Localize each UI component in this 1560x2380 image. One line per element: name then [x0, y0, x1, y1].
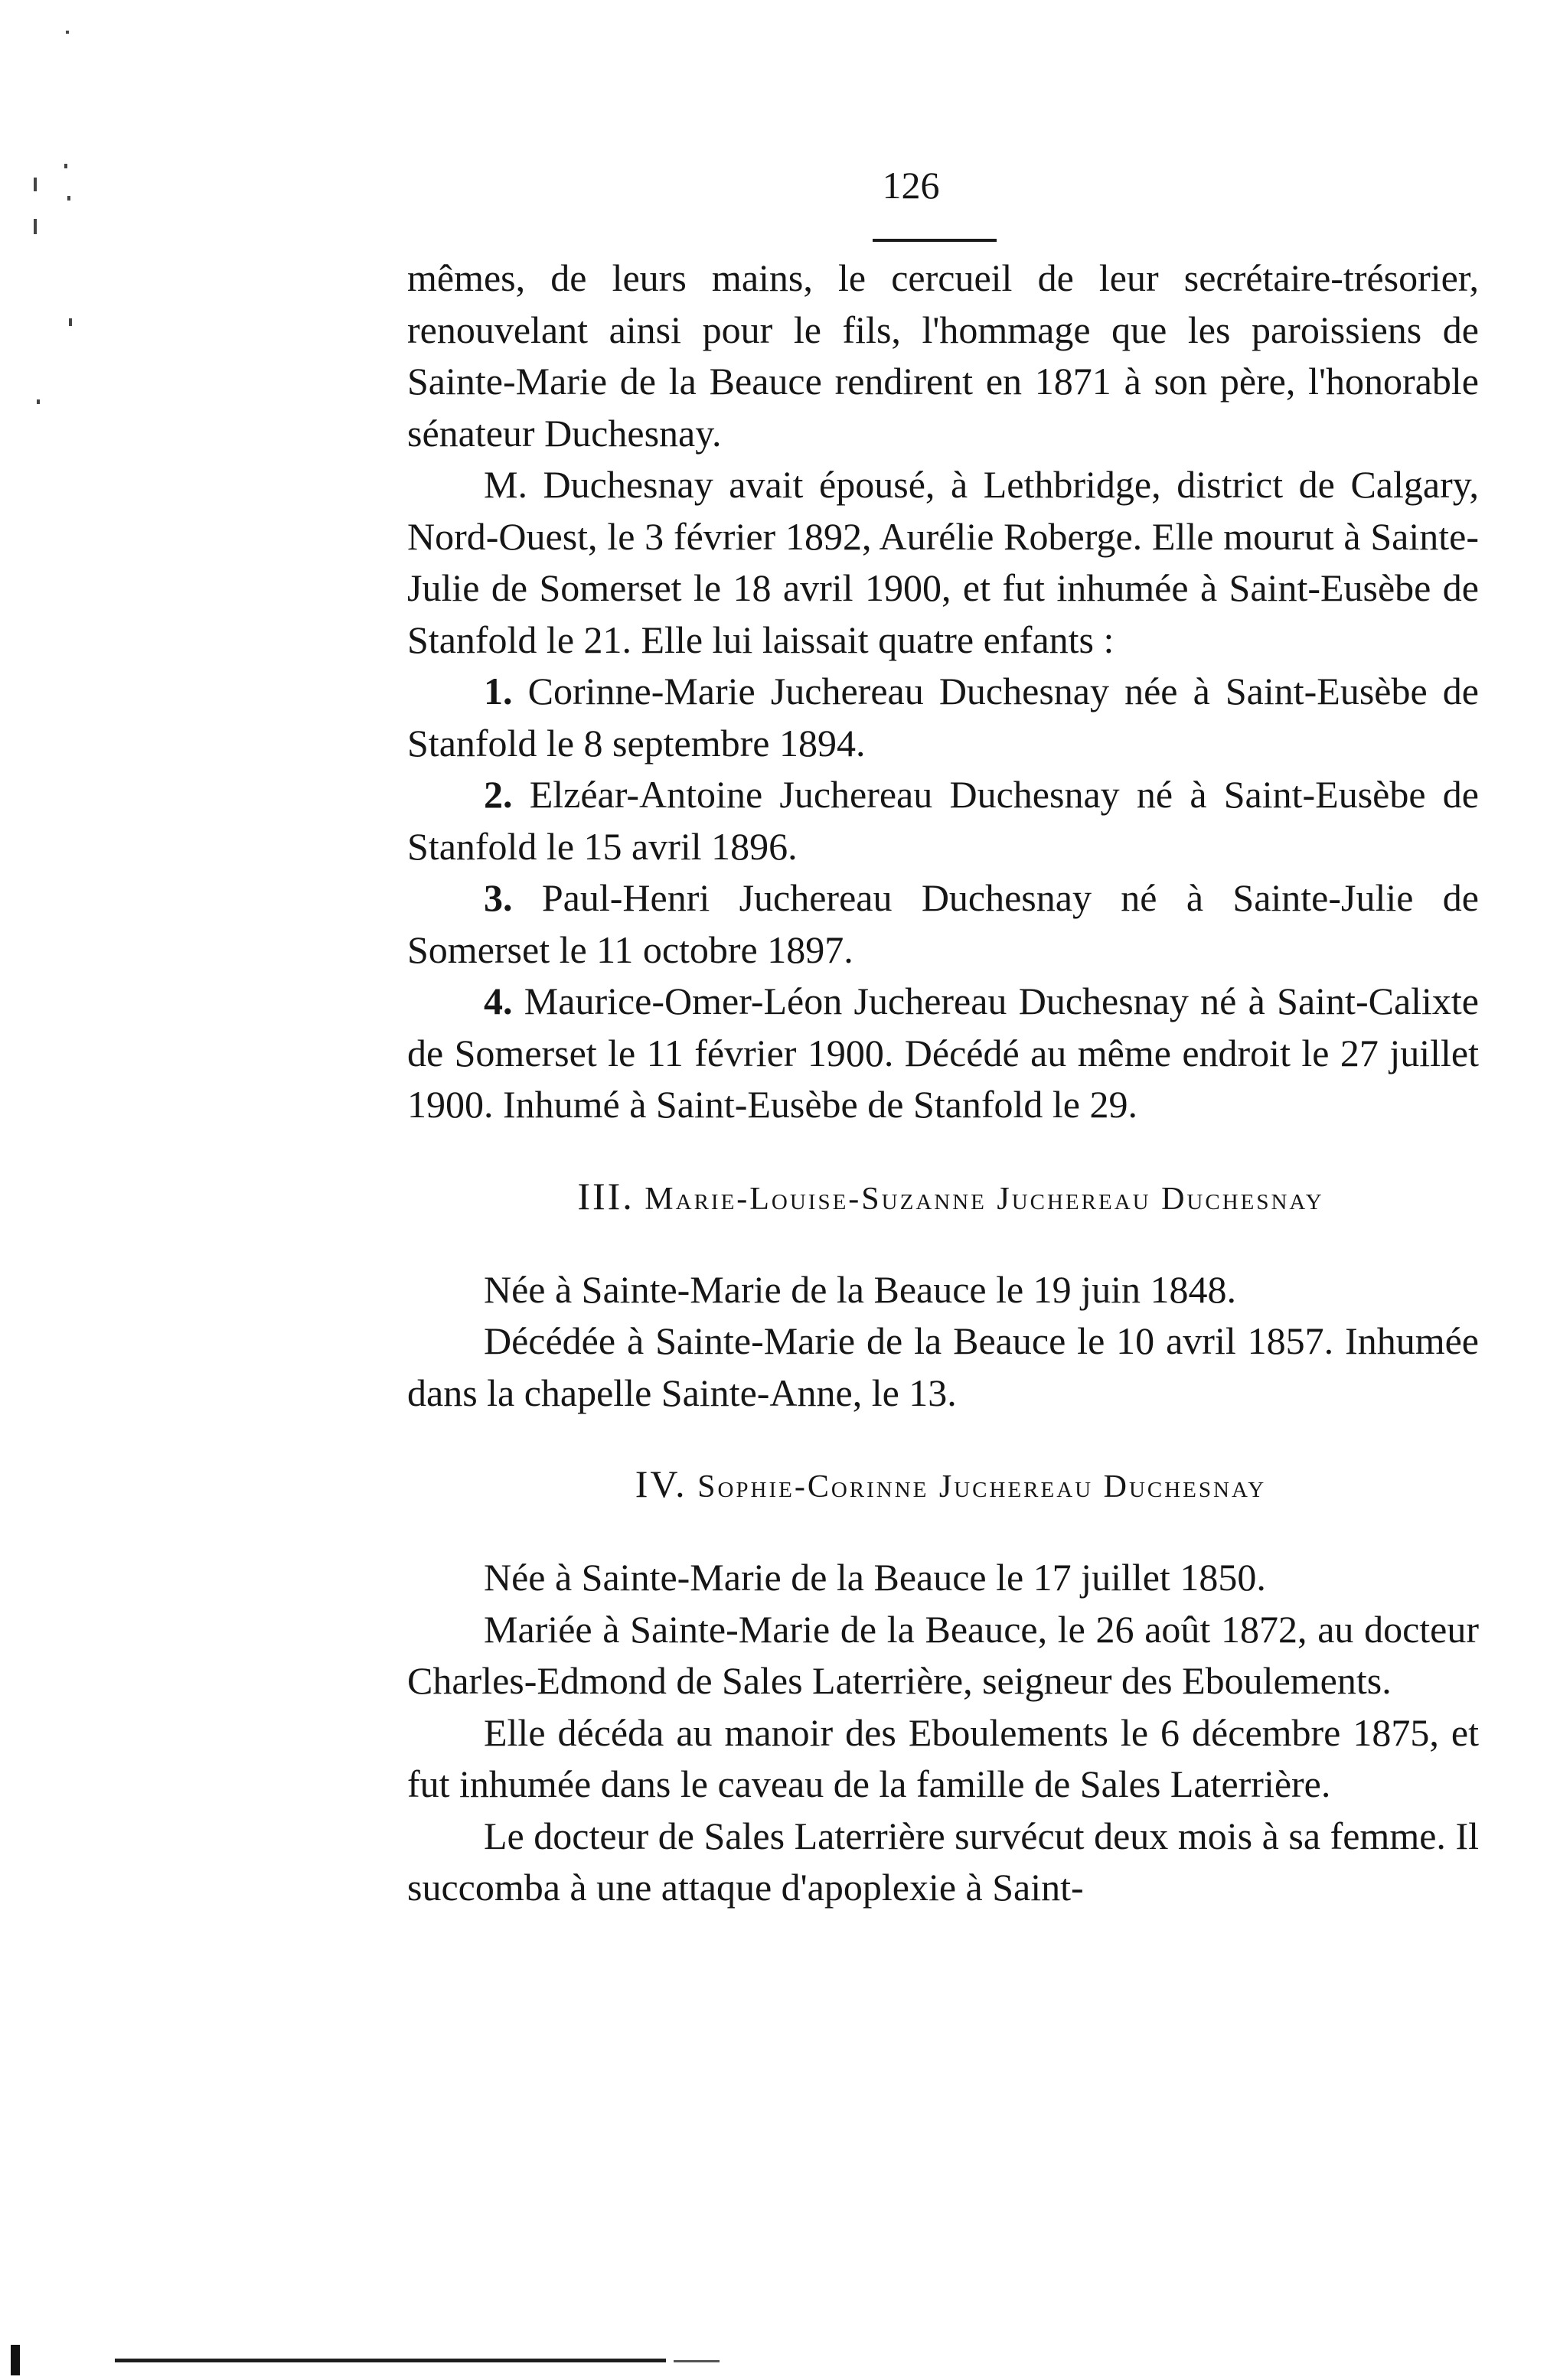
section3-line-1: Née à Sainte-Marie de la Beauce le 19 juin 1848.	[484, 1267, 1236, 1311]
scan-speck	[64, 164, 67, 168]
scan-speck	[34, 178, 37, 191]
footer-rule-segment	[674, 2360, 720, 2362]
paragraph-continuation: mêmes, de leurs mains, le cercueil de leur secrétaire-trésorier, renouvelant ainsi pour le fils, l'hommage que les paroissiens de Sainte-Marie de la Beauce rendirent en 1871 à son père, l'honorable sénateur Duchesnay.	[407, 256, 1479, 455]
section-roman: III.	[577, 1174, 635, 1218]
section4-line-3: Elle décéda au manoir des Eboulements le 6 décembre 1875, et fut inhumée dans le caveau de la famille de Sales Laterrière.	[407, 1710, 1479, 1805]
section-roman: IV.	[635, 1462, 687, 1505]
scan-speck	[34, 219, 37, 234]
child-text: Paul-Henri Juchereau Duchesnay né à Sainte-Julie de Somerset le 11 octobre 1897.	[407, 876, 1479, 971]
child-entry-2	[407, 769, 1479, 872]
child-text: Elzéar-Antoine Juchereau Duchesnay né à Saint-Eusèbe de Stanfold le 15 avril 1896.	[407, 773, 1479, 868]
page-number: 126	[882, 164, 940, 207]
page-body	[407, 253, 1479, 1914]
section-name: Marie-Louise-Suzanne Juchereau Duchesnay	[645, 1181, 1324, 1217]
child-entry-3	[407, 872, 1479, 976]
child-number: 2.	[484, 773, 513, 816]
child-text: Corinne-Marie Juchereau Duchesnay née à Saint-Eusèbe de Stanfold le 8 septembre 1894.	[407, 670, 1479, 765]
child-number: 1.	[484, 670, 513, 712]
section3-line-2: Décédée à Sainte-Marie de la Beauce le 10 avril 1857. Inhumée dans la chapelle Sainte-Anne, le 13.	[407, 1319, 1479, 1414]
scan-speck	[66, 31, 69, 34]
child-text: Maurice-Omer-Léon Juchereau Duchesnay né à Saint-Calixte de Somerset le 11 février 1900. Décédé au même endroit le 27 juillet 1900. Inhumé à Saint-Eusèbe de Stanfold le 29.	[407, 980, 1479, 1126]
child-entry-4	[407, 976, 1479, 1131]
scan-speck	[37, 399, 40, 404]
section4-line-2: Mariée à Sainte-Marie de la Beauce, le 26 août 1872, au docteur Charles-Edmond de Sales Laterrière, seigneur des Eboulements.	[407, 1607, 1479, 1702]
scan-speck	[69, 318, 72, 326]
section-heading-iv	[407, 1459, 1479, 1512]
section4-line-4: Le docteur de Sales Laterrière survécut deux mois à sa femme. Il succomba à une attaque d'apoplexie à Saint-	[407, 1814, 1479, 1909]
scan-speck	[67, 196, 70, 201]
section-name: Sophie-Corinne Juchereau Duchesnay	[697, 1469, 1267, 1505]
section-heading-iii	[407, 1171, 1479, 1224]
header-rule	[873, 239, 997, 242]
paragraph-marriage: M. Duchesnay avait épousé, à Lethbridge, district de Calgary, Nord-Ouest, le 3 février 1892, Aurélie Roberge. Elle mourut à Sainte-Julie de Somerset le 18 avril 1900, et fut inhumée à Saint-Eusèbe de Stanfold le 21. Elle lui laissait quatre enfants :	[407, 463, 1479, 661]
child-number: 4.	[484, 980, 513, 1022]
footer-rule	[115, 2359, 666, 2362]
child-entry-1	[407, 666, 1479, 769]
scan-edge-mark	[11, 2345, 20, 2375]
child-number: 3.	[484, 876, 513, 919]
section4-line-1: Née à Sainte-Marie de la Beauce le 17 juillet 1850.	[484, 1556, 1266, 1599]
